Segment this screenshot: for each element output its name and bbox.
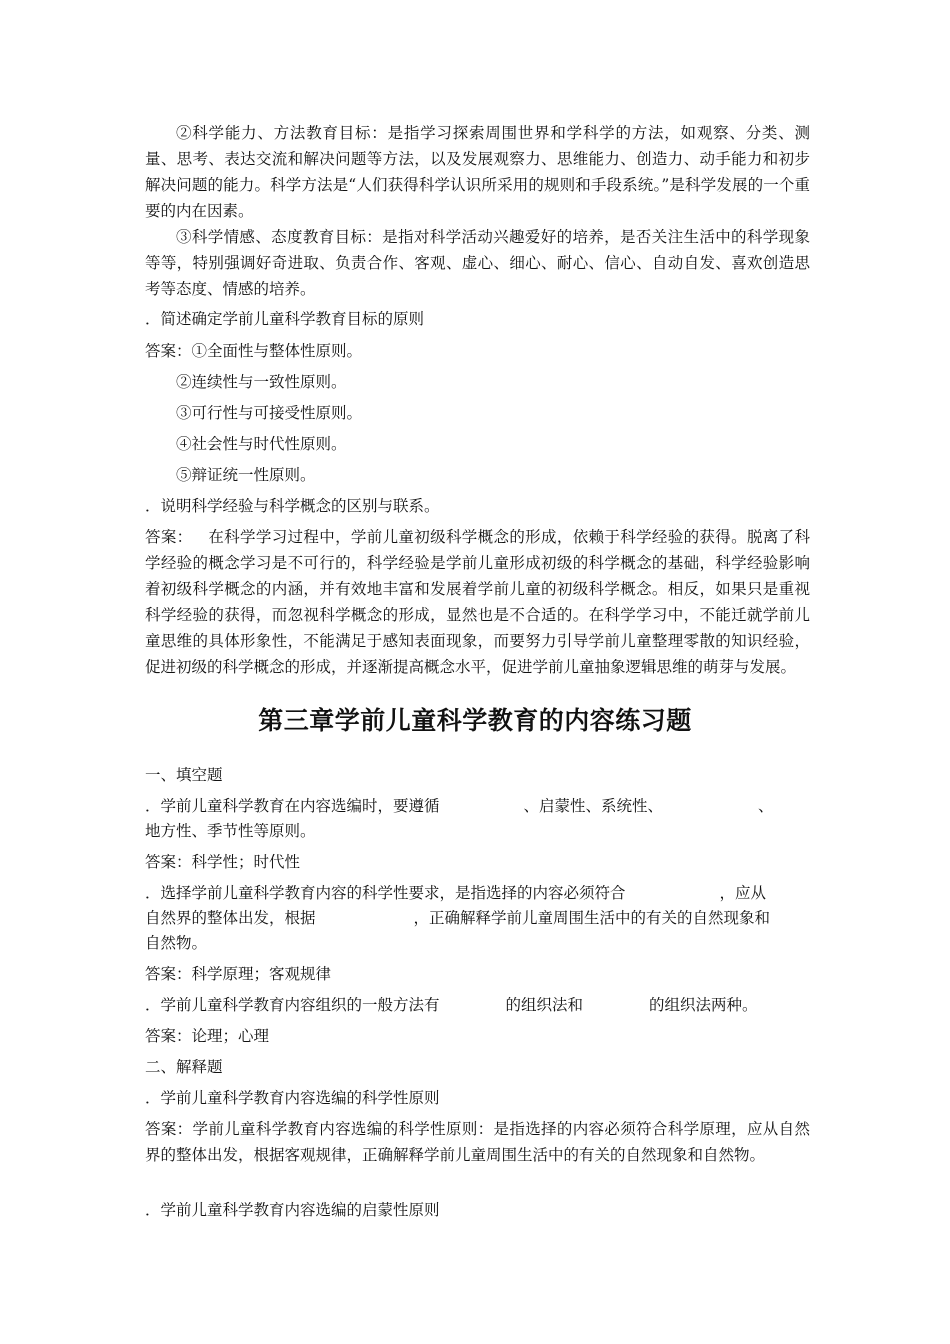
fill-answer-1: 答案：科学性；时代性 [145,853,301,871]
question-experience-concept: ．说明科学经验与科学概念的区别与联系。 [145,497,440,515]
fill-question-3-part-c: 的组织法两种。 [649,996,758,1014]
question-principles: ．简述确定学前儿童科学教育目标的原则 [145,310,425,328]
fill-answer-3: 答案：论理；心理 [145,1027,270,1045]
fill-question-2-line-3: 自然物。 [145,934,208,952]
fill-question-2-part-a: ．选择学前儿童科学教育内容的科学性要求，是指选择的内容必须符合 [145,884,626,902]
fill-question-2 [145,880,810,906]
section-fill-in-blank: 一、填空题 [145,766,223,784]
fill-question-3-part-b: 的组织法和 [505,996,584,1014]
fill-answer-2: 答案：科学原理；客观规律 [145,965,332,983]
fill-question-2-part-b: ，应从 [719,884,767,902]
fill-question-3-part-a: ．学前儿童科学教育内容组织的一般方法有 [145,996,440,1014]
answer-principle-2: ②连续性与一致性原则。 [176,373,347,391]
paragraph-science-ability-goal: ②科学能力、方法教育目标：是指学习探索周围世界和学科学的方法，如观察、分类、测量、思考、表达交流和解决问题等方法，以及发展观察力、思维能力、创造力、动手能力和初步解决问题的能力。科学方法是“人们获得科学认识所采用的规则和手段系统。”是科学发展的一个重要的内在因素。 [145,124,810,220]
explain-question-1: ．学前儿童科学教育内容选编的科学性原则 [145,1089,440,1107]
paragraph-science-attitude-goal: ③科学情感、态度教育目标：是指对科学活动兴趣爱好的培养，是否关注生活中的科学现象等等，特别强调好奇进取、负责合作、客观、虚心、细心、耐心、信心、自动自发、喜欢创造思考等态度、情感的培养。 [145,228,810,298]
section-explanation: 二、解释题 [145,1058,223,1076]
fill-question-1-part-c: 、 [758,797,774,815]
answer-principle-5: ⑤辩证统一性原则。 [176,466,316,484]
fill-question-2-part-d: ，正确解释学前儿童周围生活中的有关的自然现象和 [413,909,771,927]
fill-question-1-continued: 地方性、季节性等原则。 [145,822,316,840]
fill-question-1 [145,793,810,819]
explain-question-2: ．学前儿童科学教育内容选编的启蒙性原则 [145,1201,440,1219]
chapter-title: 第三章学前儿童科学教育的内容练习题 [258,706,692,735]
answer-principle-1: 答案：①全面性与整体性原则。 [145,342,363,360]
fill-question-1-part-a: ．学前儿童科学教育在内容选编时，要遵循 [145,797,440,815]
fill-question-1-part-b: 、启蒙性、系统性、 [523,797,664,815]
explain-answer-1: 答案：学前儿童科学教育内容选编的科学性原则：是指选择的内容必须符合科学原理，应从自然界的整体出发，根据客观规律，正确解释学前儿童周围生活中的有关的自然现象和自然物。 [145,1120,810,1164]
answer-principle-4: ④社会性与时代性原则。 [176,435,347,453]
fill-question-2-line-2 [145,905,810,931]
fill-question-2-part-c: 自然界的整体出发，根据 [145,909,316,927]
answer-principle-3: ③可行性与可接受性原则。 [176,404,363,422]
fill-question-3 [145,992,810,1018]
answer-experience-concept: 答案： 在科学学习过程中，学前儿童初级科学概念的形成，依赖于科学经验的获得。脱离了科学经验的概念学习是不可行的，科学经验是学前儿童形成初级的科学概念的基础，科学经验影响着初级科学概念的内涵，并有效地丰富和发展着学前儿童的初级科学概念。相反，如果只是重视科学经验的获得，而忽视科学概念的形成，显然也是不合适的。在科学学习中，不能迁就学前儿童思维的具体形象性，不能满足于感知表面现象，而要努力引导学前儿童整理零散的知识经验，促进初级的科学概念的形成，并逐渐提高概念水平，促进学前儿童抽象逻辑思维的萌芽与发展。 [145,528,810,676]
